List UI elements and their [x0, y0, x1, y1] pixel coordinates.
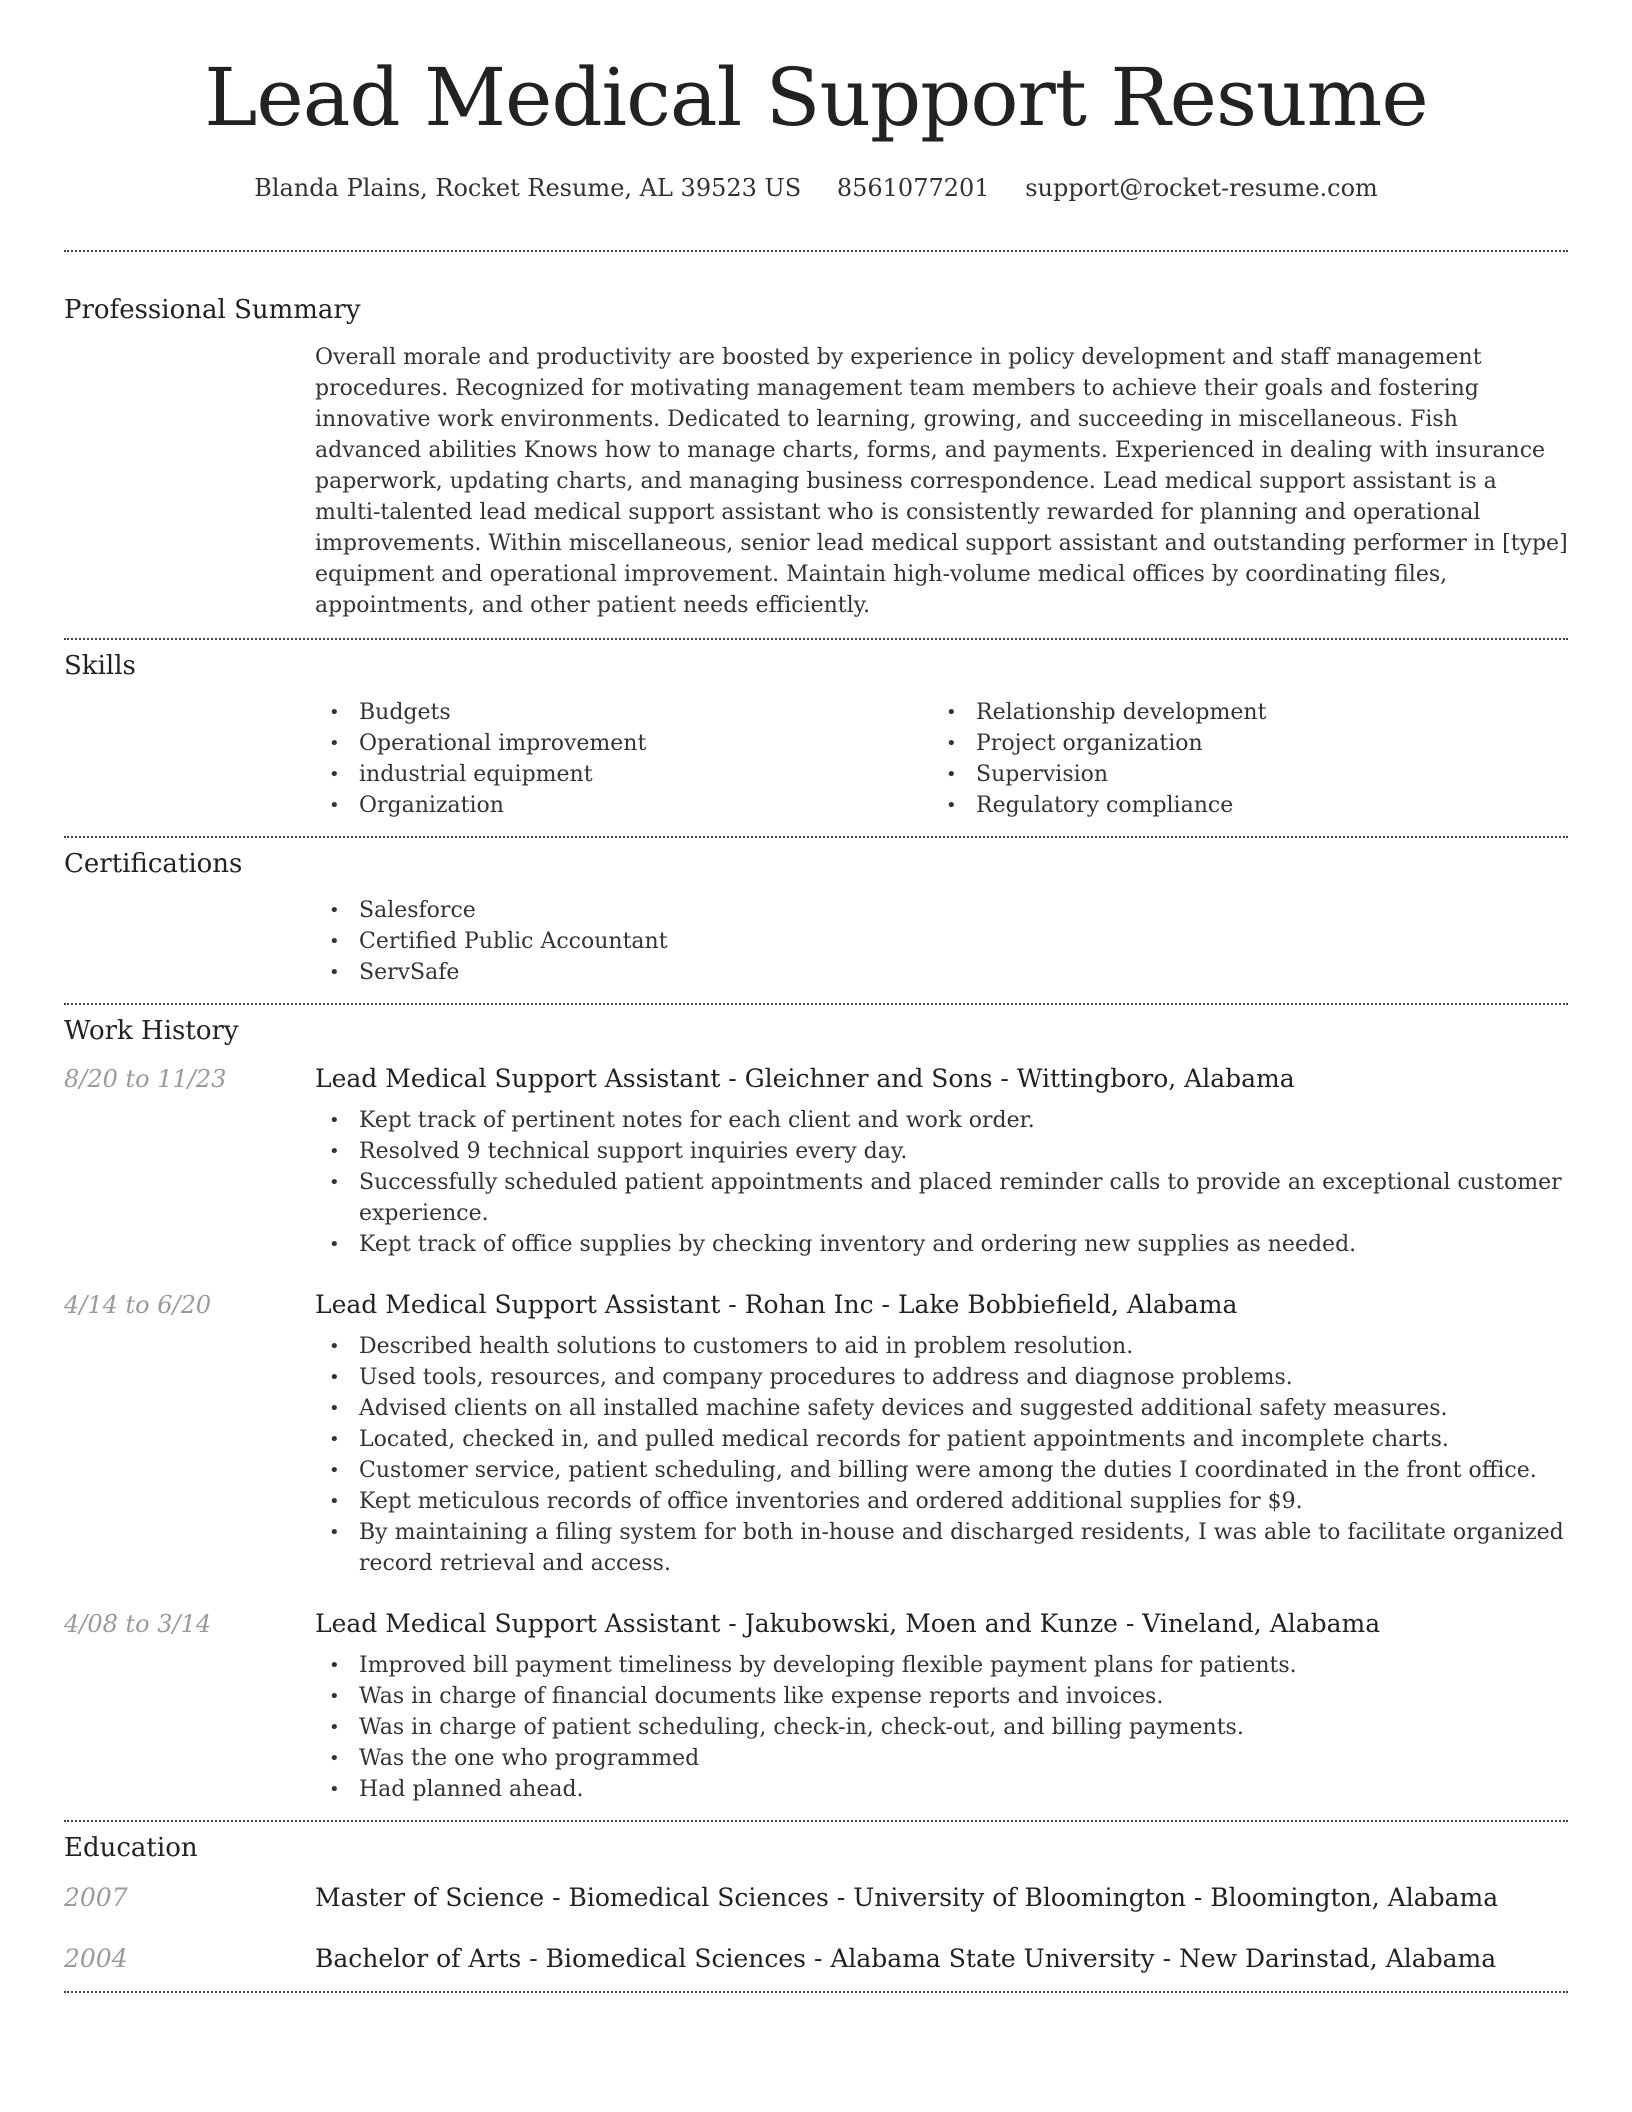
education-entry: [64, 1883, 1568, 1912]
job-entry: [64, 1609, 1568, 1805]
job-header: [64, 1064, 1568, 1093]
skill-item: • Budgets: [315, 697, 932, 728]
job-title: Lead Medical Support Assistant - Jakubowski, Moen and Kunze - Vineland, Alabama: [315, 1609, 1381, 1638]
job-bullet: • By maintaining a filing system for both in-house and discharged residents, I was able to facilitate organized record retrieval and access.: [315, 1517, 1568, 1579]
certification-item: • Salesforce: [315, 895, 1568, 926]
job-bullet: • Resolved 9 technical support inquiries every day.: [315, 1136, 1568, 1167]
job-bullet: • Kept meticulous records of office inventories and ordered additional supplies for $9.: [315, 1486, 1568, 1517]
job-bullet: • Was the one who programmed: [315, 1743, 1568, 1774]
job-title: Lead Medical Support Assistant - Rohan Inc - Lake Bobbiefield, Alabama: [315, 1290, 1238, 1319]
job-bullet: • Customer service, patient scheduling, and billing were among the duties I coordinated in the front office.: [315, 1455, 1568, 1486]
contact-line: [64, 174, 1568, 202]
divider: [64, 836, 1568, 838]
job-bullets: [315, 1650, 1568, 1805]
resume-title: Lead Medical Support Resume: [204, 51, 1428, 144]
skills-column-left: [315, 697, 932, 821]
job-bullet: • Located, checked in, and pulled medical records for patient appointments and incomplete charts.: [315, 1424, 1568, 1455]
job-bullet: • Kept track of office supplies by checking inventory and ordering new supplies as needed.: [315, 1229, 1568, 1260]
job-header: [64, 1290, 1568, 1319]
certification-item: • ServSafe: [315, 957, 1568, 988]
job-bullet: • Was in charge of financial documents like expense reports and invoices.: [315, 1681, 1568, 1712]
skill-item: • Operational improvement: [315, 728, 932, 759]
skill-item: • Relationship development: [932, 697, 1549, 728]
section-heading-skills: Skills: [64, 651, 136, 681]
education-degree: Master of Science - Biomedical Sciences - University of Bloomington - Bloomington, Alabama: [315, 1883, 1499, 1912]
job-dates: 8/20 to 11/23: [64, 1065, 227, 1093]
divider: [64, 1003, 1568, 1005]
skill-item: • Regulatory compliance: [932, 790, 1549, 821]
section-heading-work-history: Work History: [64, 1016, 239, 1046]
job-bullet: • Advised clients on all installed machine safety devices and suggested additional safety measures.: [315, 1393, 1568, 1424]
job-entry: [64, 1064, 1568, 1260]
job-entry: [64, 1290, 1568, 1579]
contact-address: Blanda Plains, Rocket Resume, AL 39523 US: [254, 174, 802, 202]
job-bullet: • Kept track of pertinent notes for each client and work order.: [315, 1105, 1568, 1136]
divider: [64, 1991, 1568, 1993]
divider: [64, 638, 1568, 640]
divider: [64, 250, 1568, 252]
section-heading-summary: Professional Summary: [64, 295, 361, 325]
job-bullet: • Was in charge of patient scheduling, check-in, check-out, and billing payments.: [315, 1712, 1568, 1743]
skill-item: • Project organization: [932, 728, 1549, 759]
job-bullet: • Had planned ahead.: [315, 1774, 1568, 1805]
section-heading-certifications: Certifications: [64, 849, 243, 879]
job-bullet: • Described health solutions to customers to aid in problem resolution.: [315, 1331, 1568, 1362]
contact-phone: 8561077201: [836, 174, 990, 202]
job-bullets: [315, 1105, 1568, 1260]
skill-item: • industrial equipment: [315, 759, 932, 790]
summary-text: Overall morale and productivity are boosted by experience in policy development and staff management procedures. Recognized for motivating management team members to achieve their goals and fostering innovative work environments. Dedicated to learning, growing, and succeeding in miscellaneous. Fish advanced abilities Knows how to manage charts, forms, and payments. Experienced in dealing with insurance paperwork, updating charts, and managing business correspondence. Lead medical support assistant is a multi-talented lead medical support assistant who is consistently rewarded for planning and operational improvements. Within miscellaneous, senior lead medical support assistant and outstanding performer in [type] equipment and operational improvement. Maintain high-volume medical offices by coordinating files, appointments, and other patient needs efficiently.: [315, 345, 1568, 618]
education-degree: Bachelor of Arts - Biomedical Sciences - Alabama State University - New Darinstad, Alabama: [315, 1944, 1497, 1973]
job-header: [64, 1609, 1568, 1638]
section-heading-education: Education: [64, 1833, 198, 1863]
skills-list: [315, 697, 1568, 821]
job-bullet: • Successfully scheduled patient appointments and placed reminder calls to provide an exceptional customer experience.: [315, 1167, 1568, 1229]
divider: [64, 1820, 1568, 1822]
job-bullets: [315, 1331, 1568, 1579]
job-bullet: • Improved bill payment timeliness by developing flexible payment plans for patients.: [315, 1650, 1568, 1681]
certifications-list: [315, 895, 1568, 988]
contact-email: support@rocket-resume.com: [1025, 174, 1378, 202]
skill-item: • Supervision: [932, 759, 1549, 790]
certification-item: • Certified Public Accountant: [315, 926, 1568, 957]
skills-column-right: [932, 697, 1549, 821]
education-entry: [64, 1944, 1568, 1973]
job-dates: 4/14 to 6/20: [64, 1291, 212, 1319]
job-dates: 4/08 to 3/14: [64, 1610, 212, 1638]
job-bullet: • Used tools, resources, and company procedures to address and diagnose problems.: [315, 1362, 1568, 1393]
education-year: 2004: [64, 1944, 128, 1973]
education-year: 2007: [64, 1883, 128, 1912]
skill-item: • Organization: [315, 790, 932, 821]
job-title: Lead Medical Support Assistant - Gleichner and Sons - Wittingboro, Alabama: [315, 1064, 1295, 1093]
